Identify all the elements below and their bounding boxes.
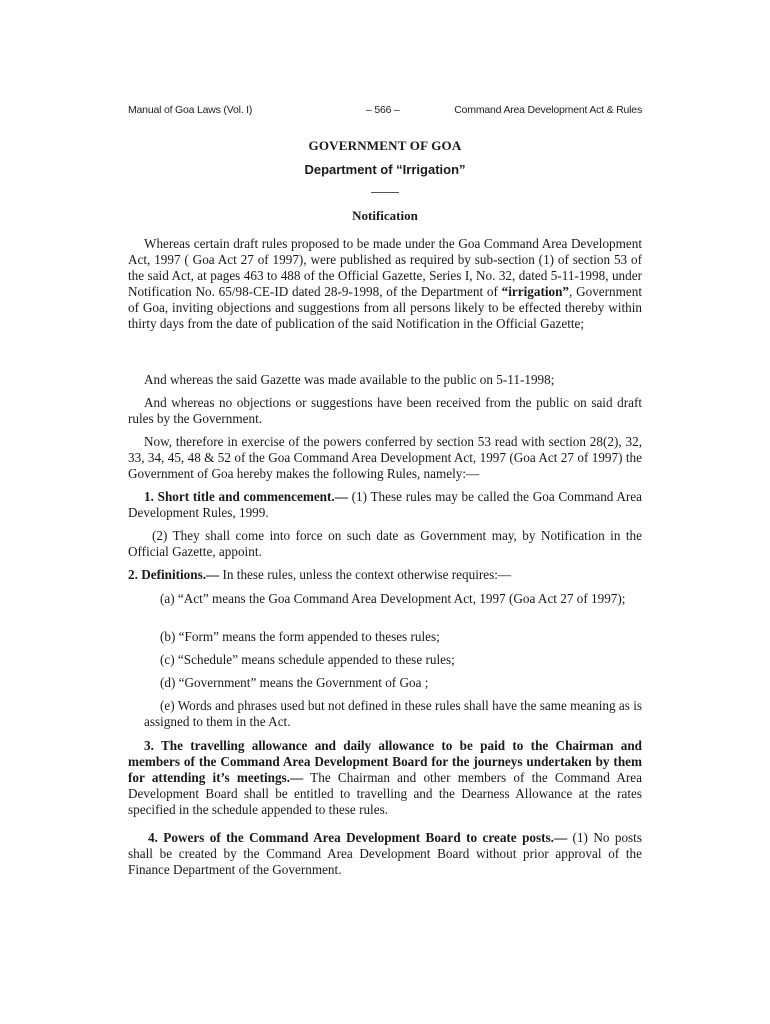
preamble-text-b: , Government of Goa, inviting objections and suggestions from all persons likely to be effected thereby within thirty days from the date of publication of the said Notification in the Official Gazette; <box>128 284 642 331</box>
rule-1-subsection-2: (2) They shall come into force on such date as Government may, by Notification in the Official Gazette, appoint. <box>128 528 642 559</box>
government-title: GOVERNMENT OF GOA <box>308 138 462 153</box>
rule-1-text: (1) These rules may be called the Goa Command Area Development Rules, 1999. <box>128 489 642 520</box>
page-number: – 566 – <box>366 104 400 116</box>
title-divider <box>371 192 399 193</box>
definition-c: (c) “Schedule” means schedule appended to these rules; <box>160 652 455 667</box>
rule-3-paragraph <box>128 738 642 818</box>
preamble-bold-term: “irrigation” <box>501 284 570 299</box>
enactment-paragraph: Now, therefore in exercise of the powers conferred by section 53 read with section 28(2), 32, 33, 34, 45, 48 & 52 of the Goa Command Area Development Act, 1997 (Goa Act 27 of 1997) the Government of Goa hereby makes the following Rules, namely:— <box>128 434 642 481</box>
rule-2-heading: 2. Definitions.— <box>128 567 220 582</box>
rule-4-text: (1) No posts shall be created by the Command Area Development Board without prior approval of the Finance Department of the Government. <box>128 830 642 877</box>
preamble-paragraph <box>128 236 642 332</box>
running-header-left: Manual of Goa Laws (Vol. I) <box>128 104 253 116</box>
objections-paragraph: And whereas no objections or suggestions have been received from the public on said draft rules by the Government. <box>128 395 642 426</box>
preamble-text-a: Whereas certain draft rules proposed to be made under the Goa Command Area Development Act, 1997 ( Goa Act 27 of 1997), were published as required by sub-section (1) of section 53 of the said Act, at pages 463 to 488 of the Official Gazette, Series I, No. 32, dated 5-11-1998, under Notification No. 65/98-CE-ID dated 28-9-1998, of the Department of <box>128 236 642 299</box>
notification-heading: Notification <box>352 208 418 223</box>
rule-2-paragraph <box>128 567 642 583</box>
running-header-right: Command Area Development Act & Rules <box>454 104 642 116</box>
rule-3-text: The Chairman and other members of the Command Area Development Board shall be entitled to travelling and the Dearness Allowance at the rates specified in the schedule appended to these rules. <box>128 770 642 817</box>
rule-1-paragraph <box>128 489 642 521</box>
gazette-paragraph: And whereas the said Gazette was made available to the public on 5-11-1998; <box>144 372 555 387</box>
definition-b: (b) “Form” means the form appended to theses rules; <box>160 629 440 644</box>
rule-4-heading: 4. Powers of the Command Area Development Board to create posts.— <box>148 830 568 845</box>
rule-2-text: In these rules, unless the context otherwise requires:— <box>219 567 512 582</box>
rule-4-paragraph <box>128 830 642 878</box>
definition-a: (a) “Act” means the Goa Command Area Development Act, 1997 (Goa Act 27 of 1997); <box>160 591 626 606</box>
rule-3-heading: 3. The travelling allowance and daily allowance to be paid to the Chairman and members of the Command Area Development Board for the journeys undertaken by them for attending it’s meetings.— <box>128 738 642 785</box>
definition-e: (e) Words and phrases used but not defined in these rules shall have the same meaning as is assigned to them in the Act. <box>144 698 642 729</box>
definition-d: (d) “Government” means the Government of Goa ; <box>160 675 429 690</box>
department-title: Department of “Irrigation” <box>304 162 466 177</box>
rule-1-heading: 1. Short title and commencement.— <box>144 489 348 504</box>
